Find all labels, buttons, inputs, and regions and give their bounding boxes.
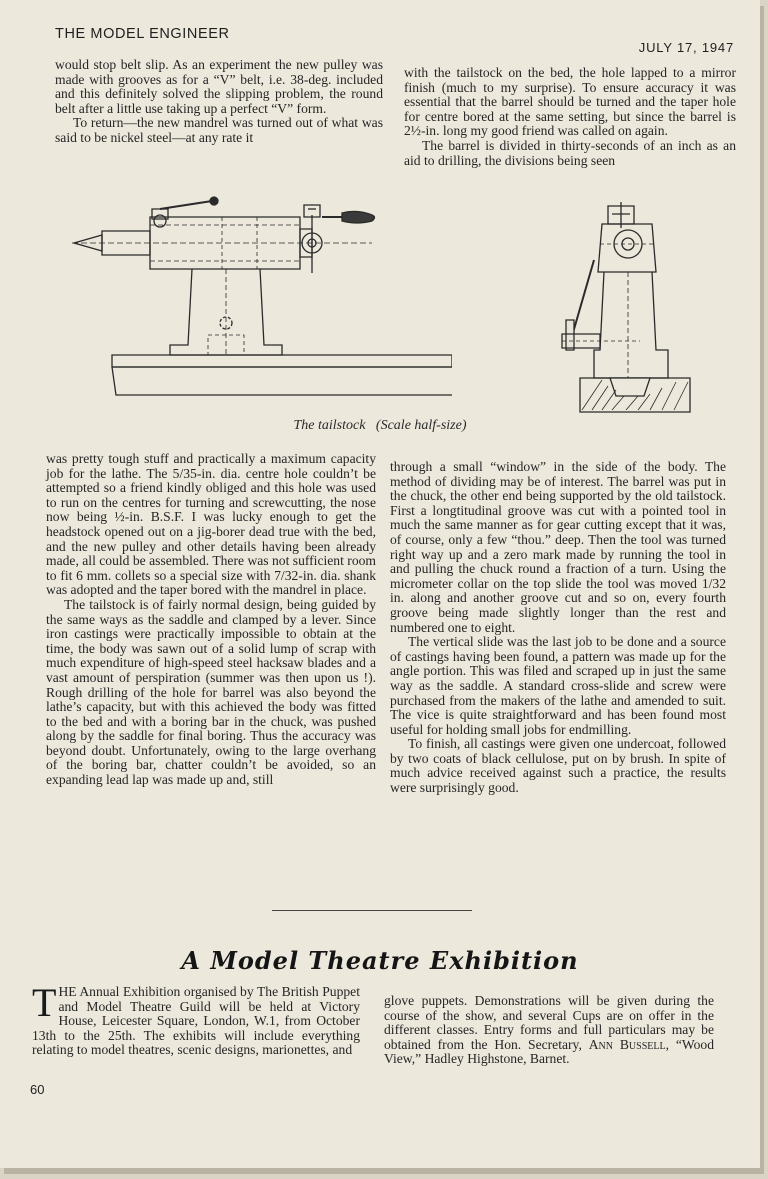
figure-caption bbox=[0, 418, 760, 434]
paragraph: through a small “window” in the side of the body. The method of dividing may be of interest. The barrel was put in the chuck, the other end being supported by the old tailstock. First a longtitudinal groove was cut with a pointed tool in much the same manner as for gear cutting except that it was, of course, only a few “thou.” deep. Then the tool was turned right way up and a zero mark made by running the tool in and pulling the chuck round a fraction of a turn. Using the micrometer collar on the top slide the tool was moved 1/32 in. along and another groove cut and so on, every fourth groove being made slightly longer than the rest and numbered one to eight. bbox=[390, 459, 726, 635]
paragraph: To finish, all castings were given one undercoat, followed by two coats of black cellulose, put on by brush. In spite of much advice received against such a practice, the results were surprisingly good. bbox=[390, 736, 726, 796]
paragraph: was pretty tough stuff and practically a maximum capacity job for the lathe. The 5/35-in. dia. centre hole couldn’t be attempted so a friend kindly obliged and this hole was used to run on the centres for turning and screwcutting, the nose now being ½-in. B.S.F. I was lucky enough to get the headstock opened out on a jig-borer dead true with the bed, and the new pulley and other details having been already made, all could be assembled. There was not sufficient room to fit 6 mm. collets so a special size with 7/32-in. dia. shank was adopted and the taper bored with the mandrel in place. bbox=[46, 451, 376, 598]
paragraph: The vertical slide was the last job to be done and a source of castings having been found, a pattern was made up for the angle portion. This was filed and scraped up in just the same way as the saddle. A standard cross-slide and screw were purchased from the makers of the lathe and amended to suit. The vice is quite straightforward and has been found most useful for holding small jobs for endmilling. bbox=[390, 634, 726, 737]
tailstock-side-elevation-drawing bbox=[72, 195, 452, 410]
caption-main: The tailstock bbox=[293, 418, 366, 433]
paragraph: The tailstock is of fairly normal design, being guided by the same ways as the saddle and clamped by a lever. Since iron castings were practically impossible to obtain at the time, the body was sawn out of a solid lump of scrap with much expenditure of high-speed steel hacksaw blades and a vast amount of perspiration (summer was then upon us !). Rough drilling of the hole for barrel was also beyond the lathe’s capacity, but with this achieved the body was fitted to the bed and with a boring bar in the chuck, was pushed along by the saddle for final boring. Thus the accuracy was beyond doubt. Unfortunately, owing to the large overhang of the boring bar, chatter couldn’t be avoided, so an expanding lead lap was made up and, still bbox=[46, 596, 376, 788]
page-number: 60 bbox=[30, 1082, 45, 1097]
issue-date: JULY 17, 1947 bbox=[638, 40, 734, 55]
paragraph: To return—the new mandrel was turned out of what was said to be nickel steel—at any rate it bbox=[55, 115, 383, 145]
paragraph: The barrel is divided in thirty-seconds of an inch as an aid to drilling, the divisions being seen bbox=[404, 137, 736, 168]
article-column-bottom-right bbox=[390, 460, 726, 796]
paragraph bbox=[384, 994, 714, 1067]
article-column-bottom-left bbox=[46, 452, 376, 788]
section-divider bbox=[272, 910, 472, 911]
magazine-title: THE MODEL ENGINEER bbox=[55, 26, 230, 42]
paragraph bbox=[32, 980, 360, 1058]
caption-scale: (Scale half-size) bbox=[375, 418, 467, 433]
secretary-name: Ann Bussell bbox=[588, 1036, 666, 1052]
article-column-top-left bbox=[55, 58, 383, 146]
exhibition-headline: A Model Theatre Exhibition bbox=[181, 946, 579, 975]
exhibition-column-right bbox=[384, 994, 714, 1067]
paragraph: with the tailstock on the bed, the hole lapped to a mirror finish (much to my surprise). To ensure accuracy it was essential that the barrel should be turned and the taper hole for centre bored at the same setting, but since the barrel is 2½-in. long my good friend was called on again. bbox=[404, 65, 736, 139]
tailstock-end-elevation-drawing bbox=[540, 200, 740, 415]
drop-cap: T bbox=[32, 980, 57, 1025]
paragraph: would stop belt slip. As an experiment the new pulley was made with grooves as for a “V” belt, i.e. 38-deg. included and this definitely solved the slipping problem, the round belt after a little use taking up a perfect “V” form. bbox=[55, 57, 383, 116]
secretary-address: , “Wood View,” Hadley Highstone, Barnet. bbox=[384, 1036, 714, 1067]
exhibition-text-right: glove puppets. Demonstrations will be given during the course of the show, and several Cups are on offer in the different classes. Entry forms and full particulars may be obtained from the Hon. Secretary, bbox=[384, 993, 714, 1052]
article-column-top-right bbox=[404, 66, 736, 168]
exhibition-text-left: HE Annual Exhibition organised by The British Puppet and Model Theatre Guild will be held at Victory House, Leicester Square, London, W.1, from October 13th to the 25th. The exhibits will include everything relating to model theatres, scenic designs, marionettes, and bbox=[32, 984, 360, 1058]
exhibition-column-left bbox=[32, 980, 360, 1058]
